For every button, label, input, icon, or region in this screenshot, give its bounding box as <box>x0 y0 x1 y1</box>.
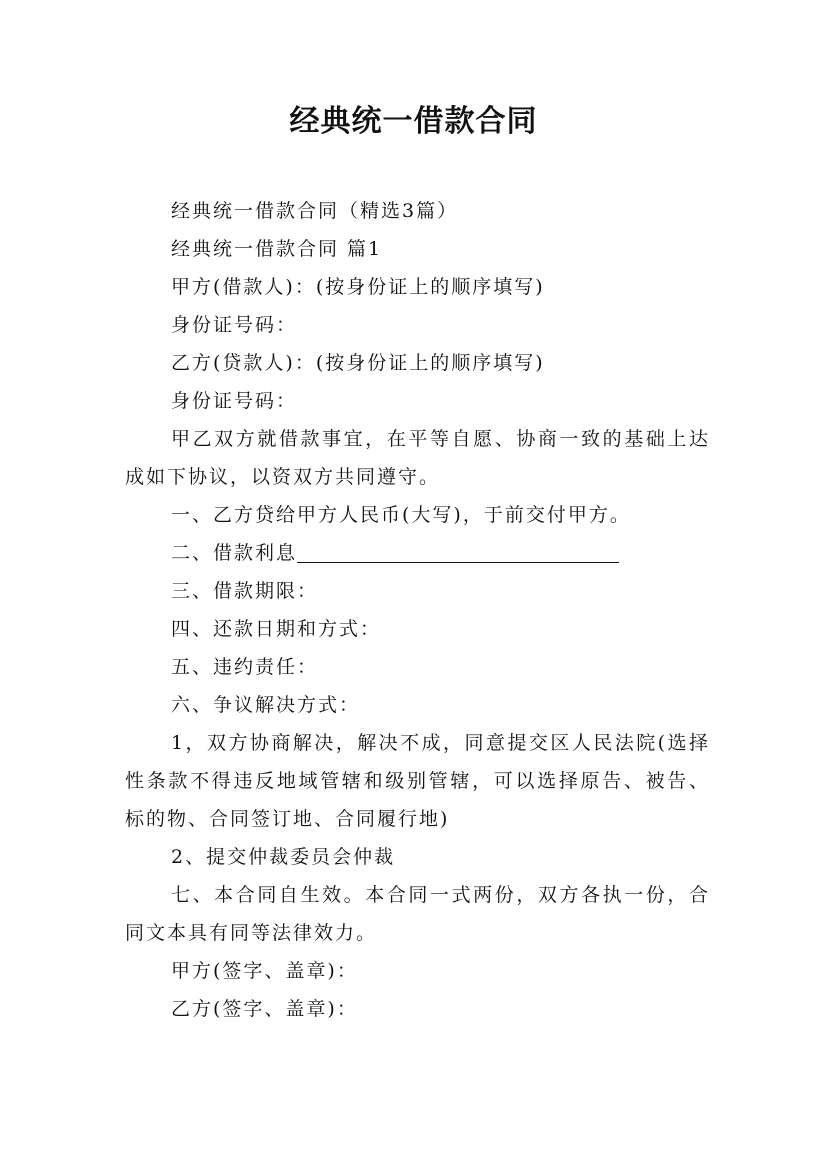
paragraph-clause-7: 七、本合同自生效。本合同一式两份，双方各执一份，合同文本具有同等法律效力。 <box>125 884 710 944</box>
paragraph-party-b-id: 身份证号码： <box>171 390 298 412</box>
paragraph-agreement: 甲乙双方就借款事宜，在平等自愿、协商一致的基础上达成如下协议，以资双方共同遵守。 <box>125 428 710 488</box>
document-body <box>125 192 710 1028</box>
clause-2-text: 二、借款利息 <box>171 542 298 564</box>
paragraph-section-title: 经典统一借款合同 篇1 <box>171 238 383 260</box>
paragraph-clause-5: 五、违约责任： <box>171 656 319 678</box>
paragraph-signature-a: 甲方(签字、盖章)： <box>171 960 358 982</box>
paragraph-party-b: 乙方(贷款人)：(按身份证上的顺序填写) <box>171 352 545 374</box>
paragraph-clause-1: 一、乙方贷给甲方人民币(大写)，于前交付甲方。 <box>171 504 631 526</box>
paragraph-party-a-id: 身份证号码： <box>171 314 298 336</box>
paragraph-clause-6: 六、争议解决方式： <box>171 694 361 716</box>
paragraph-signature-b: 乙方(签字、盖章)： <box>171 998 358 1020</box>
fill-in-blank-line <box>297 538 619 563</box>
paragraph-heading: 经典统一借款合同（精选3篇） <box>171 200 459 222</box>
paragraph-clause-3: 三、借款期限： <box>171 580 319 602</box>
paragraph-party-a: 甲方(借款人)：(按身份证上的顺序填写) <box>171 276 545 298</box>
paragraph-clause-4: 四、还款日期和方式： <box>171 618 382 640</box>
document-title: 经典统一借款合同 <box>289 104 538 139</box>
paragraph-clause-6-2: 2、提交仲裁委员会仲裁 <box>171 846 396 868</box>
paragraph-clause-2 <box>125 534 710 572</box>
paragraph-clause-6-1: 1，双方协商解决，解决不成，同意提交区人民法院(选择性条款不得违反地域管辖和级别管辖，可以选择原告、被告、标的物、合同签订地、合同履行地) <box>125 732 710 830</box>
